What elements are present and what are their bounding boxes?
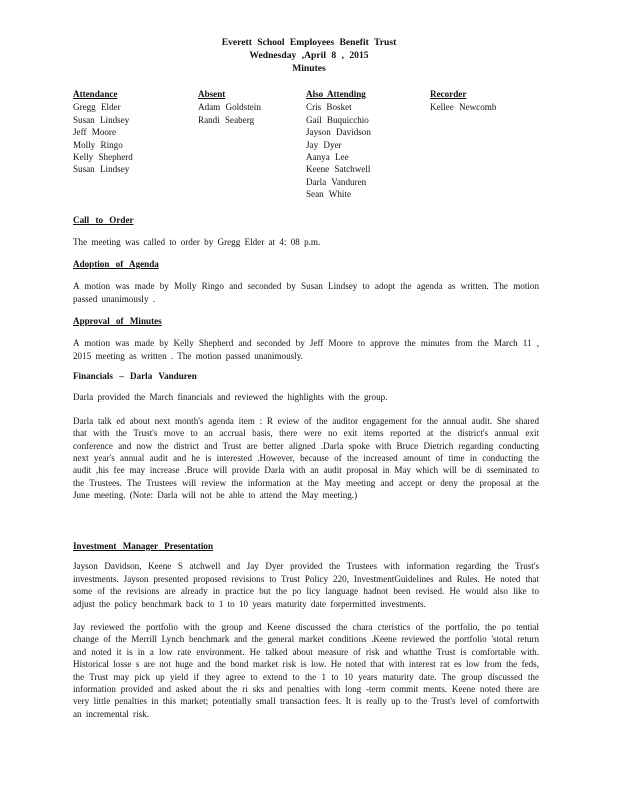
attendee-name: Kelly Shepherd (73, 152, 133, 163)
section-financials (73, 370, 539, 502)
meeting-date: Wednesday ,April 8 , 2015 (249, 50, 369, 61)
guest-name: Jay Dyer (306, 139, 342, 150)
section-paragraph: The meeting was called to order by Gregg Elder at 4: 08 p.m. (73, 237, 321, 248)
section-paragraph: A motion was made by Kelly Shepherd and seconded by Jeff Moore to approve the minutes from the March 11 , 2015 meeting as written . The motion passed unanimously. (73, 338, 539, 361)
absent-heading: Absent (198, 89, 226, 99)
also-attending-heading: Also Attending (306, 89, 366, 99)
section-heading: Adoption of Agenda (73, 259, 159, 269)
recorder-name: Kellee Newcomb (430, 102, 497, 113)
attendee-name: Gregg Elder (73, 102, 121, 113)
document-title: Everett School Employees Benefit Trust (221, 37, 397, 48)
recorder-heading: Recorder (430, 89, 467, 99)
guest-name: Sean White (306, 189, 352, 200)
guest-name: Darla Vanduren (306, 176, 367, 187)
section-paragraph: Jay reviewed the portfolio with the group and Keene discussed the chara cteristics of the portfolio, the po tential change of the Merrill Lynch benchmark and the general market conditions .Keene reviewed the portfolio 'stotal return and noted it is in a low rate environment. He talked about measure of risk and whatthe Trust is comfortable with. Historical losse s are not huge and the bond market risk is low. He noted that with interest rat es low from the feds, the Trust may pick up yield if they agree to extend to the 1 to 10 years maturity date. The group discussed the information provided and asked about the ri sks and penalties with long -term commit ments. Keene noted there are very little penalties in this market; potentially small transaction fees. It is really up to the Trust's level of comfortwith an incremental risk. (73, 622, 539, 719)
guest-name: Aanya Lee (306, 152, 349, 163)
section-heading: Approval of Minutes (73, 316, 162, 326)
attendee-name: Susan Lindsey (73, 164, 130, 175)
section-heading: Investment Manager Presentation (73, 541, 214, 551)
attendee-name: Molly Ringo (73, 139, 123, 150)
section-approval-of-minutes (73, 315, 539, 362)
section-call-to-order (73, 214, 539, 249)
section-adoption-of-agenda (73, 258, 539, 305)
attendee-name: Jeff Moore (73, 127, 116, 138)
attendance-heading: Attendance (73, 89, 118, 99)
absent-column (198, 88, 261, 126)
guest-name: Keene Satchwell (306, 164, 371, 175)
guest-name: Jayson Davidson (306, 127, 371, 138)
document-subtitle: Minutes (292, 63, 326, 74)
also-attending-column (306, 88, 371, 201)
section-paragraph: Jayson Davidson, Keene S atchwell and Jay Dyer provided the Trustees with information regarding the Trust's investments. Jayson presented proposed revisions to Trust Policy 220, InvestmentGuidelines and Rules. He noted that some of the revisions are already in practice but the po licy language hadnot been revised. He would also like to adjust the policy benchmark back to 1 to 10 years maturity date forpermitted investments. (73, 561, 539, 609)
section-paragraph: A motion was made by Molly Ringo and seconded by Susan Lindsey to adopt the agenda as written. The motion passed unanimously . (73, 281, 539, 304)
absent-name: Adam Goldstein (198, 102, 261, 113)
section-paragraph: Darla talk ed about next month's agenda item : R eview of the auditor engagement for the annual audit. She shared that with the Trust's move to an accrual basis, there were no exit items reported at the district's annual exit conference and now the district and Trust are better aligned .Darla spoke with Bruce Dietrich regarding conducting next year's annual audit and he is interested .However, because of the increased amount of time in conducting the audit ,his fee may increase .Bruce will provide Darla with an audit proposal in May which will be di sseminated to the Trustees. The Trustees will review the information at the May meeting and accept or deny the proposal at the June meeting. (Note: Darla will not be able to attend the May meeting.) (73, 415, 539, 501)
section-investment-manager-presentation (73, 540, 539, 720)
attendance-column (73, 88, 133, 176)
recorder-column (430, 88, 496, 114)
guest-name: Gail Buquicchio (306, 114, 369, 125)
guest-name: Cris Bosket (306, 102, 352, 113)
absent-name: Randi Seaberg (198, 114, 255, 125)
section-heading: Financials – Darla Vanduren (73, 371, 197, 381)
section-paragraph: Darla provided the March financials and reviewed the highlights with the group. (73, 392, 388, 403)
attendee-name: Susan Lindsey (73, 114, 130, 125)
section-heading: Call to Order (73, 215, 134, 225)
